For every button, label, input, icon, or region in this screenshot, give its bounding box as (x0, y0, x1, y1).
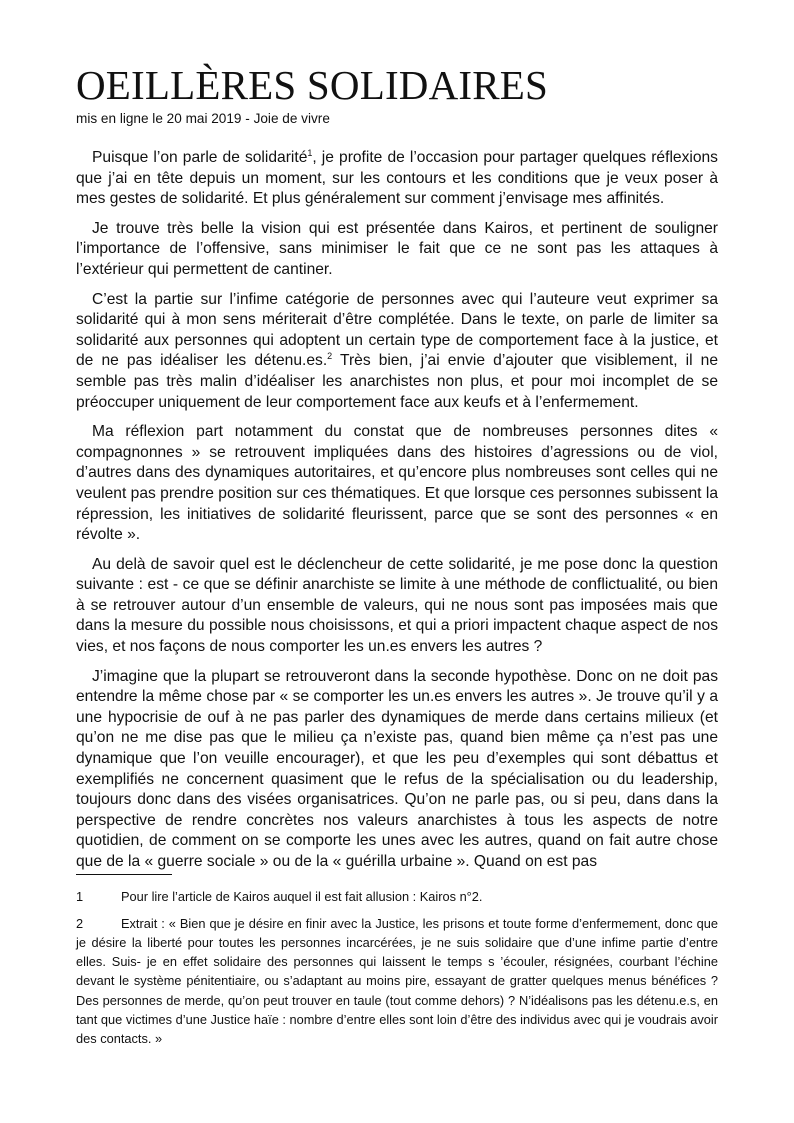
footnote (76, 887, 718, 906)
document-page (76, 62, 718, 1056)
footnote-ref[interactable]: 1 (307, 148, 313, 158)
paragraph: J’imagine que la plupart se retrouveront dans la seconde hypothèse. Donc on ne doit pas entendre la même chose par « se comporter les un.es envers les autres ». Je trouve qu’il y a une hypocrisie de ouf à ne pas parler des dynamiques de merde dans certains milieux (et qu’on ne me dise pas que le milieu ça n’existe pas, quand bien même ça n’est pas une dynamique que l’on veuille encourager), et que les peu d’exemples qui sont débattus et exemplifiés ne concernent quasiment que le refus de la spécialisation ou du leadership, toujours donc dans des visées organisatrices. Qu’on ne parle pas, ou si peu, dans dans la perspective de rendre concrètes nos valeurs anarchistes à tous les aspects de notre quotidien, de comment on se comporte les unes avec les autres, quand on fait autre chose que de la « guerre sociale » ou de la « guérilla urbaine ». Quand on est pas (76, 667, 718, 870)
footnote-text: Extrait : « Bien que je désire en finir avec la Justice, les prisons et toute forme d’enfermement, donc que je désire la liberté pour toutes les personnes incarcérées, je ne suis solidaire que d’une infime partie d’entre elles. Suis- je en effet solidaire des personnes qui laissent le temps s ’écouler, résignées, courbant l’échine devant le système pénitentiaire, ou s’adaptant au moins pire, essayant de gratter quelques menus bénéfices ? Des personnes de merde, qu’on peut trouver en taule (tout comme dehors) ? N’idéalisons pas les détenu.e.s, en tant que victimes d’une Justice haïe : nombre d’entre elles sont loin d’être des individus avec qui je voudrais avoir des contacts. » (76, 915, 718, 1047)
footnotes (76, 887, 718, 1049)
paragraph: Je trouve très belle la vision qui est présentée dans Kairos, et pertinent de souligner l’importance de l’offensive, sans minimiser le fait que ce ne sont pas les attaques à l’extérieur qui permettent de cantiner. (76, 219, 718, 278)
paragraph: Puisque l’on parle de solidarité$^1$, je profite de l’occasion pour partager quelques réflexions que j’ai en tête depuis un moment, sur les contours et les conditions que je veux poser à mes gestes de solidarité. Et plus généralement sur comment j’envisage mes affinités. (76, 148, 718, 208)
article-body (76, 148, 718, 873)
footnote-separator (76, 874, 172, 875)
paragraph: Ma réflexion part notamment du constat que de nombreuses personnes dites « compagnonnes » se retrouvent impliquées dans des histoires d’agressions ou de viol, d’autres dans des dynamiques autoritaires, et qu’encore plus nombreuses sont celles qui ne veulent pas prendre position sur ces thématiques. Et que lorsque ces personnes subissent la répression, les initiatives de solidarité fleurissent, parce que se sont des personnes « en révolte ». (76, 423, 718, 544)
article-subtitle: mis en ligne le 20 mai 2019 - Joie de vivre (76, 111, 330, 126)
paragraph: Au delà de savoir quel est le déclencheur de cette solidarité, je me pose donc la question suivante : est - ce que se définir anarchiste se limite à une méthode de conflictualité, ou bien à se retrouver autour d’un ensemble de valeurs, qui ne nous sont pas imposées mais que dans la mesure du possible nous choisissons, et qui a priori impactent chaque aspect de nos vies, et nos façons de nous comporter les un.es envers les autres ? (76, 555, 718, 656)
footnote-text: Pour lire l’article de Kairos auquel il est fait allusion : Kairos n°2. (121, 888, 483, 904)
footnote (76, 914, 718, 1048)
paragraph: C’est la partie sur l’infime catégorie de personnes avec qui l’auteure veut exprimer sa solidarité qui à mon sens mériterait d’être complétée. Dans le texte, on parle de limiter sa solidarité aux personnes qui adoptent un certain type de comportement face à la justice, et de ne pas idéaliser les détenu.es.$^2$ Très bien, j’ai envie d’ajouter que visiblement, il ne semble pas très malin d’idéaliser les anarchistes non plus, et pour moi incomplet de se préoccuper uniquement de leur comportement face aux keufs et à l’enfermement. (76, 290, 718, 411)
footnote-ref[interactable]: 2 (327, 351, 333, 362)
footnote-number: 2 (76, 915, 84, 931)
article-title: OEILLÈRES SOLIDAIRES (76, 62, 549, 108)
footnote-number: 1 (76, 888, 84, 904)
